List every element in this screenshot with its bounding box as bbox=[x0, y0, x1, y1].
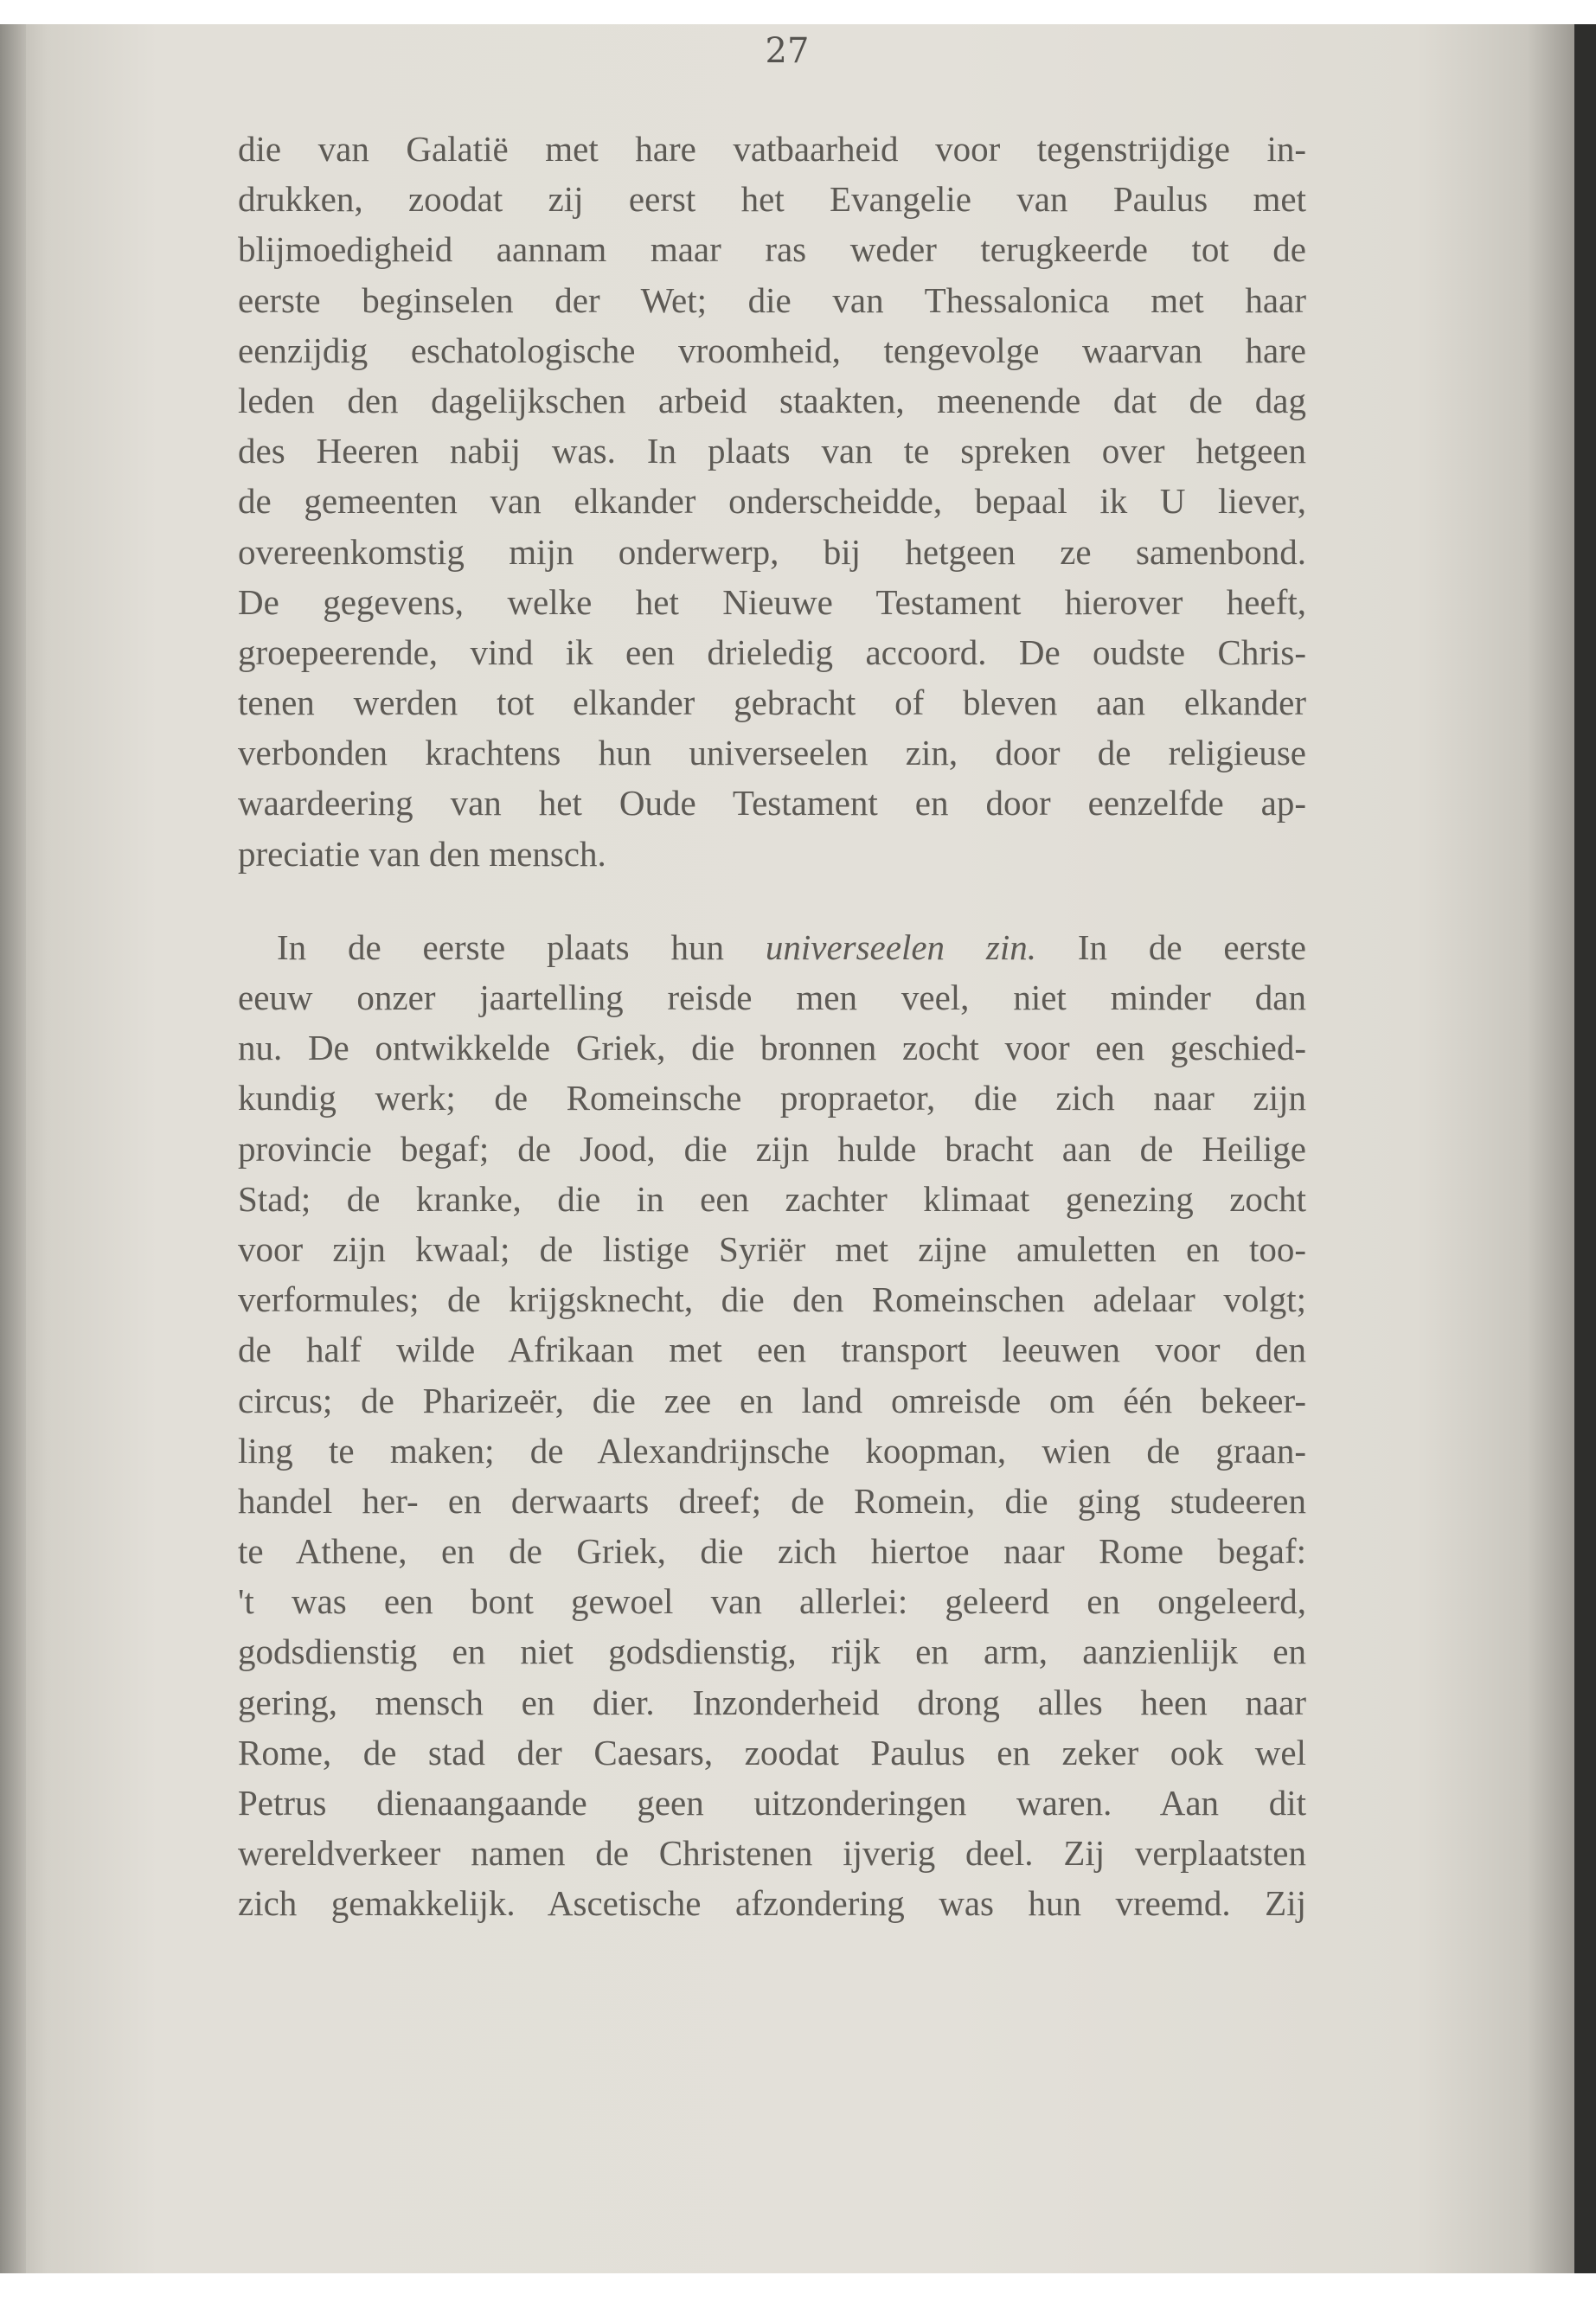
text-line: provincie begaf; de Jood, die zijn hulde bracht aan de Heilige bbox=[238, 1128, 1306, 1169]
page-gutter-shadow bbox=[0, 24, 26, 2273]
text-line: Stad; de kranke, die in een zachter klimaat genezing zocht bbox=[238, 1178, 1306, 1219]
text-line: Petrus dienaangaande geen uitzonderingen waren. Aan dit bbox=[238, 1783, 1306, 1823]
text-line: circus; de Pharizeër, die zee en land omreisde om één bekeer- bbox=[238, 1380, 1306, 1420]
text-segment: In de eerste plaats hun bbox=[277, 926, 766, 967]
text-line: tenen werden tot elkander gebracht of bleven aan elkander bbox=[238, 683, 1306, 723]
text-line: Rome, de stad der Caesars, zoodat Paulus en zeker ook wel bbox=[238, 1732, 1306, 1772]
paragraph-gap bbox=[238, 879, 1306, 922]
text-line: eerste beginselen der Wet; die van Thessalonica met haar bbox=[238, 279, 1306, 320]
text-line: wereldverkeer namen de Christenen ijverig deel. Zij verplaatsten bbox=[238, 1833, 1306, 1874]
text-line-first bbox=[238, 922, 1306, 972]
text-line: zich gemakkelijk. Ascetische afzondering was hun vreemd. Zij bbox=[238, 1883, 1306, 1924]
text-segment: In de eerste bbox=[1036, 926, 1307, 967]
text-line: blijmoedigheid aannam maar ras weder terugkeerde tot de bbox=[238, 229, 1306, 270]
text-line: groepeerende, vind ik een drieledig accoord. De oudste Chris- bbox=[238, 631, 1306, 672]
emphasized-phrase: universeelen zin. bbox=[765, 926, 1036, 967]
text-line: ling te maken; de Alexandrijnsche koopman, wien de graan- bbox=[238, 1430, 1306, 1471]
text-line: 't was een bont gewoel van allerlei: geleerd en ongeleerd, bbox=[238, 1581, 1306, 1622]
text-line: handel her- en derwaarts dreef; de Romein, die ging studeeren bbox=[238, 1480, 1306, 1521]
text-line: waardeering van het Oude Testament en door eenzelfde ap- bbox=[238, 783, 1306, 824]
text-line: preciatie van den mensch. bbox=[238, 833, 606, 874]
text-line: gering, mensch en dier. Inzonderheid drong alles heen naar bbox=[238, 1682, 1306, 1722]
text-line: verformules; de krijgsknecht, die den Romeinschen adelaar volgt; bbox=[238, 1279, 1306, 1320]
book-page bbox=[0, 24, 1574, 2273]
text-line: kundig werk; de Romeinsche propraetor, die zich naar zijn bbox=[238, 1078, 1306, 1118]
text-line: de gemeenten van elkander onderscheidde, bepaal ik U liever, bbox=[238, 481, 1306, 522]
page-number: 27 bbox=[765, 31, 810, 71]
text-line: godsdienstig en niet godsdienstig, rijk en arm, aanzienlijk en bbox=[238, 1631, 1306, 1672]
text-line: die van Galatië met hare vatbaarheid voor tegenstrijdige in- bbox=[238, 129, 1306, 169]
text-line: de half wilde Afrikaan met een transport leeuwen voor den bbox=[238, 1330, 1306, 1370]
text-line: leden den dagelijkschen arbeid staakten, meenende dat de dag bbox=[238, 380, 1306, 420]
text-line: des Heeren nabij was. In plaats van te spreken over hetgeen bbox=[238, 431, 1306, 471]
text-line: drukken, zoodat zij eerst het Evangelie van Paulus met bbox=[238, 179, 1306, 220]
text-line: overeenkomstig mijn onderwerp, bij hetgeen ze samenbond. bbox=[238, 531, 1306, 572]
text-line: verbonden krachtens hun universeelen zin, door de religieuse bbox=[238, 733, 1306, 773]
paragraph-1 bbox=[238, 124, 1306, 879]
scanned-page-background bbox=[0, 24, 1596, 2273]
text-line: voor zijn kwaal; de listige Syriër met zijne amuletten en too- bbox=[238, 1228, 1306, 1269]
text-line: nu. De ontwikkelde Griek, die bronnen zocht voor een geschied- bbox=[238, 1028, 1306, 1068]
text-line: eeuw onzer jaartelling reisde men veel, niet minder dan bbox=[238, 977, 1306, 1017]
text-line: De gegevens, welke het Nieuwe Testament hierover heeft, bbox=[238, 581, 1306, 622]
paragraph-2 bbox=[238, 922, 1306, 1929]
body-text bbox=[238, 124, 1306, 1929]
text-line: te Athene, en de Griek, die zich hiertoe naar Rome begaf: bbox=[238, 1531, 1306, 1572]
text-line: eenzijdig eschatologische vroomheid, tengevolge waarvan hare bbox=[238, 330, 1306, 370]
